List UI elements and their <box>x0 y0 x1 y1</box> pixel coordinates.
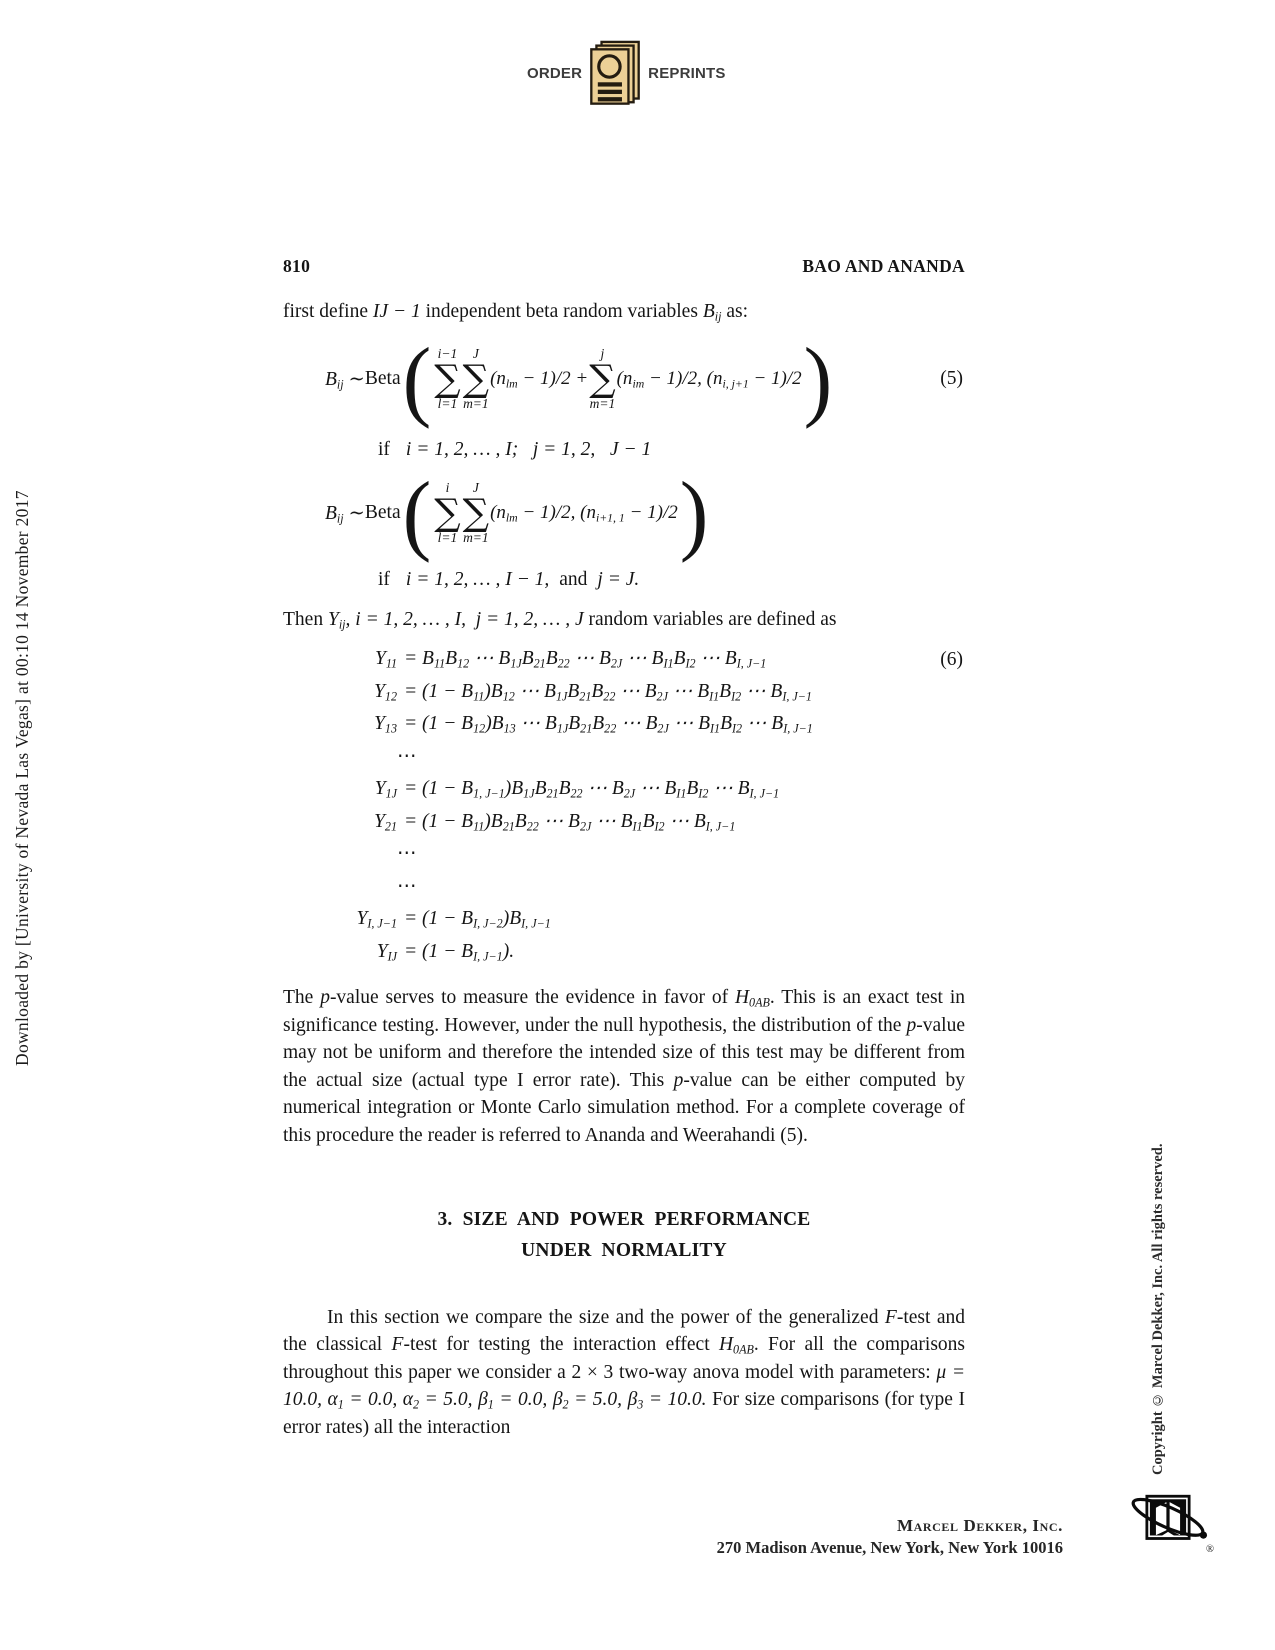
sigma-glyph: ∑ <box>462 356 490 400</box>
equation-ellipsis-line: ⋯ <box>397 875 417 897</box>
equation-line: $Y_{11}$ = $B_{11}B_{12}$ ⋯ $B_{1J}B_{21}B_{22}$ ⋯ $B_{2J}$ ⋯ $B_{I1}B_{I2}$ ⋯ $B_{I, J-1}$ <box>374 648 767 671</box>
page-number: 810 <box>283 256 311 276</box>
section-heading-line1: 3. SIZE AND POWER PERFORMANCE <box>437 1208 811 1230</box>
equation-number: (5) <box>940 368 963 389</box>
text-column <box>283 256 965 1442</box>
stacked-papers-icon <box>589 40 641 106</box>
sigma-glyph: ∑ <box>434 356 461 400</box>
equation-line: $Y_{1J}$ = $(1 - B_{1, J-1})B_{1J}B_{21}B_{22}$ ⋯ $B_{2J}$ ⋯ $B_{I1}B_{I2}$ ⋯ $B_{I, J-1}$ <box>374 778 780 801</box>
copyright-sidebar: Copyright © Marcel Dekker, Inc. All rights reserved. <box>1150 1143 1166 1475</box>
paragraph-section3: In this section we compare the size and the power of the generalized F-test and the classical F-test for testing the interaction effect $H_{0AB}$. For all the comparisons throughout this paper we consider a 2 × 3 two-way anova model with parameters: μ = 10.0, $\alpha_1 = 0.0$, $\alpha_2 = 5.0$, $\beta_1 = 0.0$, $\beta_2 = 5.0$, $\beta_3 = 10.0$. For size comparisons (for type I error rates) all the interaction <box>283 1306 965 1438</box>
marcel-dekker-logo <box>1126 1490 1222 1560</box>
sigma-glyph: ∑ <box>589 356 616 400</box>
running-head <box>283 256 965 277</box>
condition-line: if i = 1, 2, … , I − 1, and j = J. <box>378 569 640 590</box>
equation-line: $Y_{IJ}$ = $(1 - B_{I, J-1})$. <box>376 940 515 963</box>
sigma-glyph: ∑ <box>462 490 490 534</box>
condition-line: if i = 1, 2, … , I; j = 1, 2, J − 1 <box>378 439 652 460</box>
open-book-logo-icon <box>1126 1490 1210 1556</box>
equation-ellipsis-line: ⋯ <box>397 745 417 767</box>
equation-line: $Y_{13}$ = $(1 - B_{12})B_{13}$ ⋯ $B_{1J}B_{21}B_{22}$ ⋯ $B_{2J}$ ⋯ $B_{I1}B_{I2}$ ⋯ $B_{I, J-1}$ <box>374 713 813 736</box>
summation: j ∑ m=1 <box>589 346 616 412</box>
publisher-footer <box>717 1516 1063 1558</box>
intro-line: first define IJ − 1 independent beta random variables $B_{ij}$ as: <box>283 301 748 324</box>
download-watermark: Downloaded by [University of Nevada Las Vegas] at 00:10 14 November 2017 <box>12 490 32 1066</box>
then-line: Then $Y_{ij}$, i = 1, 2, … , I, j = 1, 2, … , J random variables are defined as <box>283 609 837 632</box>
publisher-address: 270 Madison Avenue, New York, New York 10016 <box>716 1538 1063 1557</box>
running-title: BAO AND ANANDA <box>802 256 965 276</box>
equation-ellipsis-line: ⋯ <box>397 843 417 864</box>
summation: i ∑ l=1 <box>434 480 461 546</box>
equation-line: $Y_{21}$ = $(1 - B_{11})B_{21}B_{22}$ ⋯ $B_{2J}$ ⋯ $B_{I1}B_{I2}$ ⋯ $B_{I, J-1}$ <box>374 810 736 833</box>
equation-line: $Y_{I, J-1}$ = $(1 - B_{I, J-2})B_{I, J-1}$ <box>356 908 551 931</box>
section-heading-line2: UNDER NORMALITY <box>521 1239 727 1261</box>
equation-6 <box>327 643 965 968</box>
summation: J ∑ m=1 <box>462 480 490 546</box>
equation-number: (6) <box>940 649 963 670</box>
registered-trademark: ® <box>1206 1544 1214 1555</box>
equation-5b: $B_{ij}$ ∼ Beta ( i ∑ l=1 J ∑ m=1 $(n_{lm} - 1)/2$, $(n_{i+1, 1} - 1)/2$ ) <box>325 462 709 564</box>
reprints-label: REPRINTS <box>648 64 726 82</box>
summation: i−1 ∑ l=1 <box>434 346 461 412</box>
paragraph-pvalue: The p-value serves to measure the evidence in favor of $H_{0AB}$. This is an exact test in significance testing. However, under the null hypothesis, the distribution of the p-value may not be uniform and therefore the intended size of this test may be different from the actual size (actual type I error rate). This p-value can be either computed by numerical integration or Monte Carlo simulation method. For a complete coverage of this procedure the reader is referred to Ananda and Weerahandi (5). <box>283 987 965 1146</box>
order-reprints-button[interactable] <box>527 40 726 106</box>
order-label: ORDER <box>527 64 583 82</box>
section-heading <box>283 1204 965 1266</box>
sigma-glyph: ∑ <box>434 490 461 534</box>
equation-5: $B_{ij}$ ∼ Beta ( i−1 ∑ l=1 J ∑ m=1 $(n_{lm} - 1)/2$ + j ∑ m=1 $(n_{im} - 1)/2$, $(n_{i, j+1} - 1)/2$ ) (5) <box>325 328 963 430</box>
summation: J ∑ m=1 <box>462 346 490 412</box>
publisher-name: Marcel Dekker, Inc. <box>896 1516 1063 1535</box>
equation-line: $Y_{12}$ = $(1 - B_{11})B_{12}$ ⋯ $B_{1J}B_{21}B_{22}$ ⋯ $B_{2J}$ ⋯ $B_{I1}B_{I2}$ ⋯ $B_{I, J-1}$ <box>374 680 812 703</box>
